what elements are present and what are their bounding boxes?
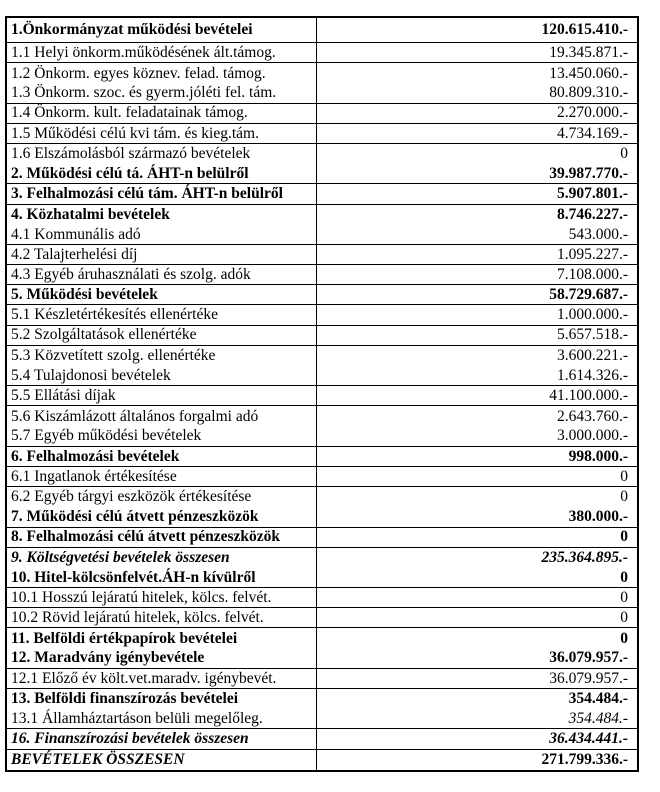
table-row xyxy=(7,649,637,669)
row-value: 998.000.- xyxy=(568,447,628,465)
table-row xyxy=(7,83,637,103)
row-value: 2.270.000.- xyxy=(556,104,628,122)
table-row xyxy=(7,427,637,447)
table-row xyxy=(7,346,637,366)
row-label: 10. Hitel-kölcsönfelvét.ÁH-n kívülről xyxy=(7,568,317,587)
row-value: 1.614.326.- xyxy=(556,366,628,384)
table-row xyxy=(7,63,637,83)
table-row xyxy=(7,548,637,568)
table-row xyxy=(7,386,637,406)
row-label: 11. Belföldi értékpapírok bevételei xyxy=(7,628,317,648)
row-label: 12.1 Előző év költ.vet.maradv. igénybevét. xyxy=(7,669,317,688)
table-row xyxy=(7,467,637,487)
row-label: 1.5 Működési célú kvi tám. és kieg.tám. xyxy=(7,124,317,143)
table-row xyxy=(7,406,637,426)
row-label: 1.4 Önkorm. kult. feladatainak támog. xyxy=(7,104,317,123)
row-label: 5.5 Ellátási díjak xyxy=(7,386,317,405)
row-label: 1.Önkormányzat működési bevételei xyxy=(7,18,317,42)
row-label: 6. Felhalmozási bevételek xyxy=(7,447,317,466)
row-label: 4. Közhatalmi bevételek xyxy=(7,205,317,225)
row-label: 6.2 Egyéb tárgyi eszközök értékesítése xyxy=(7,487,317,507)
row-label: 4.2 Talajterhelési díj xyxy=(7,245,317,264)
row-label: 4.1 Kommunális adó xyxy=(7,225,317,244)
table-row xyxy=(7,507,637,527)
row-label: 5.7 Egyéb működési bevételek xyxy=(7,427,317,446)
table-row xyxy=(7,568,637,588)
row-label: 1.3 Önkorm. szoc. és gyerm.jóléti fel. tám. xyxy=(7,83,317,102)
row-label: 9. Költségvetési bevételek összesen xyxy=(7,548,317,568)
row-label: 7. Működési célú átvett pénzeszközök xyxy=(7,507,317,526)
row-value: 39.987.770.- xyxy=(549,164,628,182)
row-value: 0 xyxy=(620,488,628,506)
row-label: 1.6 Elszámolásból származó bevételek xyxy=(7,144,317,164)
table-row xyxy=(7,245,637,265)
row-label: 6.1 Ingatlanok értékesítése xyxy=(7,467,317,486)
row-value: 36.079.957.- xyxy=(549,669,628,687)
row-value: 0 xyxy=(620,629,628,647)
row-value: 5.907.801.- xyxy=(556,185,628,203)
row-value: 4.734.169.- xyxy=(556,124,628,142)
row-value: 0 xyxy=(620,568,628,586)
row-value: 1.095.227.- xyxy=(556,245,628,263)
row-value: 2.643.760.- xyxy=(556,407,628,425)
table-row xyxy=(7,285,637,305)
table-row xyxy=(7,628,637,648)
row-value: 8.746.227.- xyxy=(556,205,628,223)
row-label: 3. Felhalmozási célú tám. ÁHT-n belülről xyxy=(7,184,317,203)
row-label: 5.1 Készletértékesítés ellenértéke xyxy=(7,305,317,324)
row-value: 41.100.000.- xyxy=(549,387,628,405)
row-value: 3.600.221.- xyxy=(556,347,628,365)
row-label: 5.2 Szolgáltatások ellenértéke xyxy=(7,326,317,345)
row-label: 5. Működési bevételek xyxy=(7,285,317,304)
row-value: 271.799.336.- xyxy=(541,750,628,768)
row-value: 235.364.895.- xyxy=(541,549,628,567)
row-label: 10.2 Rövid lejáratú hitelek, kölcs. felvét. xyxy=(7,608,317,627)
table-row xyxy=(7,184,637,204)
row-label: 13.1 Államháztartáson belüli megelőleg. xyxy=(7,709,317,728)
row-value: 36.079.957.- xyxy=(549,649,628,667)
row-value: 120.615.410.- xyxy=(541,21,628,39)
row-label: 2. Működési célú tá. ÁHT-n belülről xyxy=(7,164,317,183)
table-row xyxy=(7,528,637,548)
row-label: 5.6 Kiszámlázott általános forgalmi adó xyxy=(7,406,317,426)
table-row xyxy=(7,729,637,749)
table-row xyxy=(7,265,637,285)
row-value: 0 xyxy=(620,467,628,485)
table-row xyxy=(7,144,637,164)
row-value: 1.000.000.- xyxy=(556,306,628,324)
table-row xyxy=(7,487,637,507)
row-label: 8. Felhalmozási célú átvett pénzeszközök xyxy=(7,528,317,547)
row-value: 354.484.- xyxy=(568,690,628,708)
row-label: 4.3 Egyéb áruhasználati és szolg. adók xyxy=(7,265,317,284)
row-label: 5.3 Közvetített szolg. ellenértéke xyxy=(7,346,317,366)
row-value: 380.000.- xyxy=(568,508,628,526)
row-value: 3.000.000.- xyxy=(556,427,628,445)
table-row xyxy=(7,164,637,184)
row-value: 0 xyxy=(620,609,628,627)
table-row xyxy=(7,366,637,386)
row-label: 12. Maradvány igénybevétele xyxy=(7,649,317,668)
row-value: 58.729.687.- xyxy=(549,286,628,304)
row-label: 16. Finanszírozási bevételek összesen xyxy=(7,729,317,748)
row-value: 19.345.871.- xyxy=(549,43,628,61)
table-row xyxy=(7,305,637,325)
row-label: 5.4 Tulajdonosi bevételek xyxy=(7,366,317,385)
row-label: 1.2 Önkorm. egyes köznev. felad. támog. xyxy=(7,63,317,83)
budget-table xyxy=(5,16,639,772)
table-row xyxy=(7,104,637,124)
row-value: 543.000.- xyxy=(568,225,628,243)
table-row xyxy=(7,608,637,628)
row-label: 10.1 Hosszú lejáratú hitelek, kölcs. felvét. xyxy=(7,588,317,607)
row-label: 13. Belföldi finanszírozás bevételei xyxy=(7,689,317,709)
table-row xyxy=(7,588,637,608)
row-label: 1.1 Helyi önkorm.működésének ált.támog. xyxy=(7,43,317,62)
row-value: 80.809.310.- xyxy=(549,84,628,102)
row-value: 13.450.060.- xyxy=(549,64,628,82)
table-row xyxy=(7,225,637,245)
table-row xyxy=(7,205,637,225)
row-value: 354.484.- xyxy=(568,710,628,728)
table-row xyxy=(7,669,637,689)
table-row xyxy=(7,18,637,43)
row-label: BEVÉTELEK ÖSSZESEN xyxy=(7,750,317,770)
row-value: 0 xyxy=(620,588,628,606)
table-row xyxy=(7,124,637,144)
table-row xyxy=(7,447,637,467)
row-value: 7.108.000.- xyxy=(556,265,628,283)
row-value: 36.434.441.- xyxy=(549,730,628,748)
table-row xyxy=(7,750,637,770)
table-row xyxy=(7,326,637,346)
table-row xyxy=(7,689,637,709)
table-row xyxy=(7,709,637,729)
row-value: 5.657.518.- xyxy=(556,326,628,344)
row-value: 0 xyxy=(620,145,628,163)
row-value: 0 xyxy=(620,528,628,546)
table-row xyxy=(7,43,637,63)
